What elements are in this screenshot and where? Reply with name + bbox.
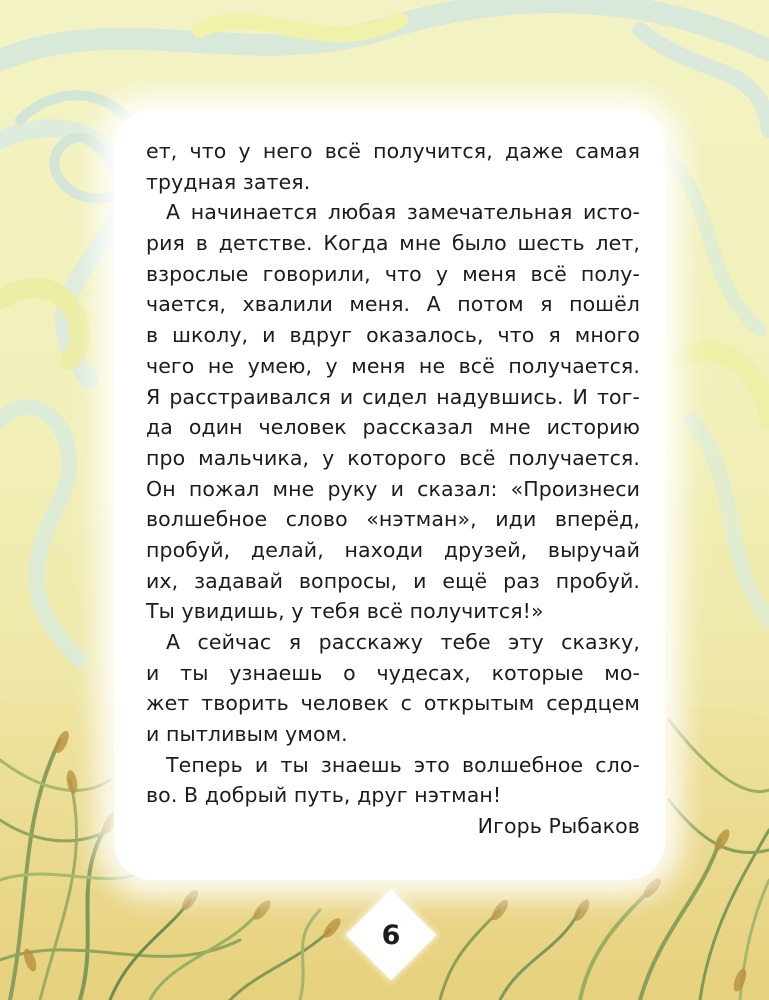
text-line: и ты узнаешь о чудесах, которые мо- [146,660,640,685]
text-line: А начинается любая замечательная исто- [166,200,640,225]
text-line: А сейчас я расскажу тебе эту сказку, [166,630,640,654]
author-signature: Игорь Рыбаков [477,814,640,839]
text-line: Теперь и ты знаешь это волшебное сло- [166,752,640,777]
text-line: да один человек рассказал мне историю [146,415,640,440]
page-number: 6 [381,919,401,951]
text-line: чается, хвалили меня. А потом я пошёл [146,292,640,317]
text-line: жет творить человек с открытым сердцем [146,691,640,716]
text-line: пробуй, делай, находи друзей, выручай [146,537,640,562]
text-line: ет, что у него всё получится, даже самая [146,139,640,163]
text-line: Ты увидишь, у тебя всё получится!» [146,599,544,624]
text-line: чего не умею, у меня не всё получается. [146,353,640,378]
text-line: и пытливым умом. [146,722,348,747]
text-line: про мальчика, у которого всё получается. [146,445,640,470]
text-line: взрослые говорили, что у меня всё полу- [146,261,640,286]
text-line: Я расстраивался и сидел надувшись. И тог- [146,384,640,409]
text-line: рия в детстве. Когда мне было шесть лет, [146,231,640,256]
text-line: Он пожал мне руку и сказал: «Произнеси [146,476,640,501]
text-line: их, задавай вопросы, и ещё раз пробуй. [146,568,640,593]
text-line: в школу, и вдруг оказалось, что я много [146,323,640,348]
text-line: трудная затея. [146,169,311,194]
text-line: во. В добрый путь, друг нэтман! [146,783,502,808]
text-line: волшебное слово «нэтман», иди вперёд, [146,507,640,532]
story-text [146,136,640,842]
